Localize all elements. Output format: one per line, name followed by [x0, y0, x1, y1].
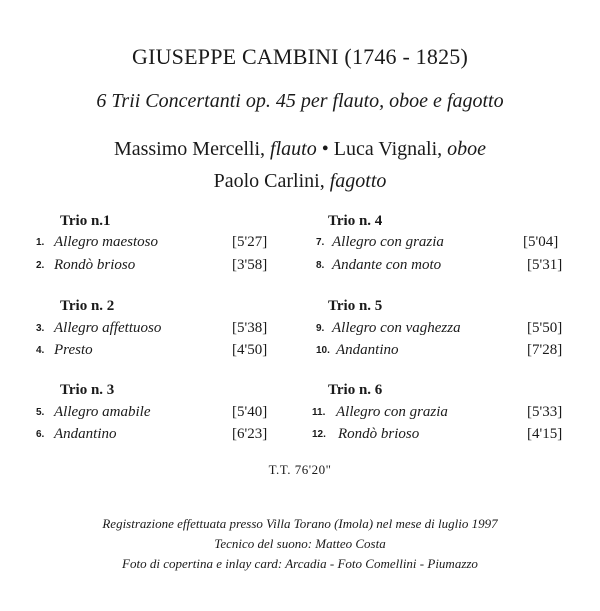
track-duration: [5'50]: [527, 320, 563, 336]
track-title: Allegro amabile: [54, 404, 151, 420]
track-title: Andantino: [54, 426, 117, 442]
track-title: Allegro con grazia: [336, 404, 448, 420]
trio-title: Trio n. 6: [328, 382, 383, 398]
track-title: Andante con moto: [332, 257, 442, 273]
track-row: [316, 257, 576, 277]
trio-title: Trio n. 4: [328, 213, 383, 229]
trio-title: Trio n. 3: [60, 382, 115, 398]
track-duration: [4'50]: [232, 342, 268, 358]
track-duration: [7'28]: [527, 342, 563, 358]
composer-name: GIUSEPPE CAMBINI: [131, 44, 339, 69]
track-row: [316, 342, 576, 362]
track-number: 10.: [316, 345, 330, 356]
track-title: Allegro maestoso: [54, 234, 159, 250]
track-row: [312, 404, 576, 424]
performer-name: Luca Vignali,: [333, 138, 443, 160]
track-row: [36, 404, 280, 424]
track-number: 11.: [312, 407, 326, 418]
performer-name: Massimo Mercelli,: [113, 138, 266, 160]
separator-bullet: •: [321, 138, 329, 160]
total-time: T.T. 76'20": [268, 462, 332, 477]
track-number: 7.: [316, 237, 325, 248]
track-row: [36, 426, 280, 446]
track-title: Allegro con vaghezza: [332, 320, 461, 336]
performer-instrument: flauto: [270, 138, 317, 160]
track-number: 12.: [312, 429, 326, 440]
track-title: Presto: [54, 342, 93, 358]
track-duration: [6'23]: [232, 426, 268, 442]
track-duration: [3'58]: [232, 257, 268, 273]
performers-line-1: [0, 138, 600, 161]
engineer-credit: Tecnico del suono: Matteo Costa: [214, 536, 386, 551]
photo-credit: Foto di copertina e inlay card: Arcadia - Foto Comellini - Piumazzo: [122, 556, 478, 571]
track-duration: [5'04]: [523, 234, 559, 250]
track-row: [36, 257, 280, 277]
composer-heading: [0, 44, 600, 70]
work-title: 6 Trii Concertanti op. 45 per flauto, oboe e fagotto: [96, 90, 504, 112]
performer-name: Paolo Carlini,: [213, 170, 325, 192]
composer-dates: (1746 - 1825): [344, 44, 469, 69]
track-duration: [5'40]: [232, 404, 268, 420]
track-number: 2.: [36, 260, 45, 271]
track-row: [312, 426, 576, 446]
performers-line-2: [0, 170, 600, 193]
track-row: [316, 234, 576, 254]
track-number: 6.: [36, 429, 45, 440]
track-number: 8.: [316, 260, 325, 271]
track-title: Andantino: [336, 342, 399, 358]
track-title: Rondò brioso: [54, 257, 136, 273]
track-title: Allegro con grazia: [332, 234, 444, 250]
track-row: [36, 342, 280, 362]
track-duration: [5'31]: [527, 257, 563, 273]
track-number: 1.: [36, 237, 45, 248]
track-duration: [5'27]: [232, 234, 268, 250]
track-duration: [5'38]: [232, 320, 268, 336]
track-number: 9.: [316, 323, 325, 334]
recording-credit: Registrazione effettuata presso Villa Torano (Imola) nel mese di luglio 1997: [102, 516, 498, 531]
track-title: Rondò brioso: [338, 426, 420, 442]
trio-title: Trio n.1: [60, 213, 111, 229]
trio-title: Trio n. 2: [60, 298, 115, 314]
track-row: [36, 234, 280, 254]
performer-instrument: fagotto: [329, 170, 387, 192]
track-title: Allegro affettuoso: [54, 320, 162, 336]
performer-instrument: oboe: [447, 138, 487, 160]
trio-title: Trio n. 5: [328, 298, 383, 314]
track-row: [36, 320, 280, 340]
track-number: 4.: [36, 345, 45, 356]
track-duration: [4'15]: [527, 426, 563, 442]
track-duration: [5'33]: [527, 404, 563, 420]
track-number: 3.: [36, 323, 45, 334]
track-number: 5.: [36, 407, 45, 418]
track-row: [316, 320, 576, 340]
